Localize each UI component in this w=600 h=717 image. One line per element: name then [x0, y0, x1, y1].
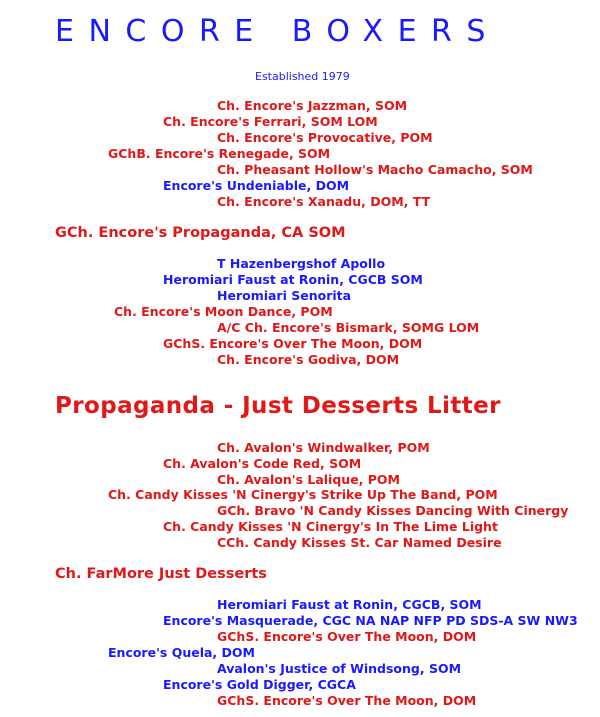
pedigree-line: Encore's Undeniable, DOM	[163, 178, 350, 193]
pedigree-line: Ch. Avalon's Lalique, POM	[217, 472, 400, 487]
pedigree-line: Heromiari Senorita	[217, 288, 352, 303]
pedigree-line: Ch. Encore's Ferrari, SOM LOM	[163, 114, 378, 129]
page-title: ENCORE BOXERS	[55, 14, 500, 49]
pedigree-line: Ch. Pheasant Hollow's Macho Camacho, SOM	[217, 162, 533, 177]
subject-dog-sire: GCh. Encore's Propaganda, CA SOM	[55, 225, 346, 241]
pedigree-line: Ch. Candy Kisses 'N Cinergy's In The Lime Light	[163, 519, 498, 534]
litter-title: Propaganda - Just Desserts Litter	[55, 393, 501, 419]
pedigree-line: GChS. Encore's Over The Moon, DOM	[217, 629, 477, 644]
established-text: Established 1979	[255, 70, 350, 83]
pedigree-line: T Hazenbergshof Apollo	[217, 256, 386, 271]
pedigree-line: GCh. Bravo 'N Candy Kisses Dancing With Cinergy	[217, 503, 569, 518]
pedigree-line: Ch. Encore's Moon Dance, POM	[114, 304, 333, 319]
pedigree-line: Ch. Encore's Jazzman, SOM	[217, 98, 408, 113]
pedigree-line: Encore's Masquerade, CGC NA NAP NFP PD SDS-A SW NW3	[163, 613, 578, 628]
pedigree-line: Ch. Encore's Xanadu, DOM, TT	[217, 194, 431, 209]
pedigree-line: Ch. Encore's Godiva, DOM	[217, 352, 400, 367]
pedigree-line: GChS. Encore's Over The Moon, DOM	[163, 336, 423, 351]
pedigree-line: GChS. Encore's Over The Moon, DOM	[217, 693, 477, 708]
pedigree-line: Ch. Avalon's Code Red, SOM	[163, 456, 362, 471]
pedigree-line: GChB. Encore's Renegade, SOM	[108, 146, 331, 161]
pedigree-line: Avalon's Justice of Windsong, SOM	[217, 661, 462, 676]
subject-dog-dam: Ch. FarMore Just Desserts	[55, 566, 267, 582]
pedigree-line: Heromiari Faust at Ronin, CGCB, SOM	[217, 597, 482, 612]
pedigree-line: Ch. Avalon's Windwalker, POM	[217, 440, 430, 455]
pedigree-line: Ch. Candy Kisses 'N Cinergy's Strike Up The Band, POM	[108, 487, 498, 502]
pedigree-line: Encore's Quela, DOM	[108, 645, 255, 660]
pedigree-line: Heromiari Faust at Ronin, CGCB SOM	[163, 272, 423, 287]
pedigree-line: CCh. Candy Kisses St. Car Named Desire	[217, 535, 502, 550]
pedigree-line: Ch. Encore's Provocative, POM	[217, 130, 433, 145]
pedigree-line: A/C Ch. Encore's Bismark, SOMG LOM	[217, 320, 480, 335]
pedigree-line: Encore's Gold Digger, CGCA	[163, 677, 356, 692]
